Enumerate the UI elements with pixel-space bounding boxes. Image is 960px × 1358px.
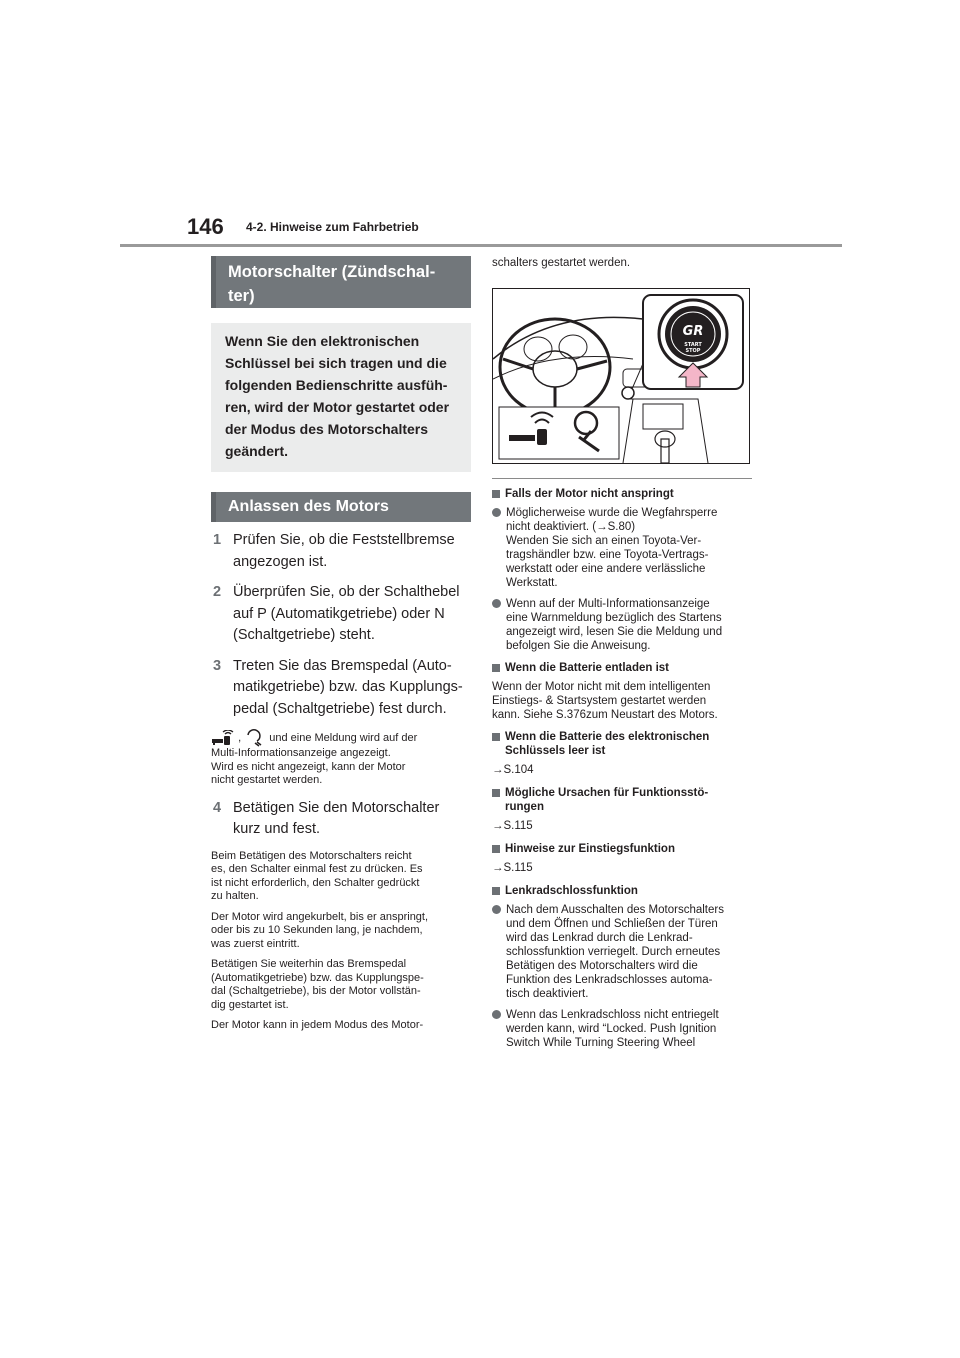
intro-line: folgenden Bedienschritte ausfüh- xyxy=(225,377,448,393)
bullet-line: angezeigt wird, lesen Sie die Meldung und xyxy=(506,626,723,638)
step-line: Prüfen Sie, ob die Feststellbremse xyxy=(233,532,455,548)
brake-indicator-icon xyxy=(244,729,266,747)
indicator-note xyxy=(211,729,471,788)
paragraph xyxy=(211,911,471,952)
step-number: 2 xyxy=(213,584,222,600)
step-line: auf P (Automatikgetriebe) oder N xyxy=(233,605,445,622)
square-marker-icon xyxy=(492,664,500,672)
paragraph-line: (Automatikgetriebe) bzw. das Kupplungspe- xyxy=(211,971,424,984)
bullet-dot-icon xyxy=(492,508,501,517)
square-marker-icon xyxy=(492,887,500,895)
paragraph-line: Wenn der Motor nicht mit dem intelligenten xyxy=(492,681,711,693)
step-2 xyxy=(211,582,471,647)
steps-list xyxy=(211,530,471,720)
start-button-figure xyxy=(492,288,750,464)
bullet-line: Nach dem Ausschalten des Motorschalters xyxy=(506,904,724,916)
page-reference-link[interactable]: →S.104 xyxy=(492,764,534,776)
paragraph xyxy=(211,958,471,1012)
heading-line: Motorschalter (Zündschal- xyxy=(228,263,436,281)
note-heading-text: Mögliche Ursachen für Funktionsstö- xyxy=(505,787,709,799)
bullet-line: Wenden Sie sich an einen Toyota-Ver- xyxy=(506,535,702,547)
bullet-item xyxy=(492,903,752,1001)
separator: , xyxy=(238,731,242,744)
step-3 xyxy=(211,656,471,721)
bullet-line: und dem Öffnen und Schließen der Türen xyxy=(506,918,718,930)
paragraph-line: Der Motor wird angekurbelt, bis er anspringt, xyxy=(211,910,429,923)
step-number: 4 xyxy=(213,799,222,816)
dashboard-illustration xyxy=(493,289,749,463)
step-line: kurz und fest. xyxy=(233,821,321,837)
bullet-dot-icon xyxy=(492,599,501,608)
continued-text: schalters gestartet werden. xyxy=(492,257,631,269)
intro-line: ren, wird der Motor gestartet oder xyxy=(225,399,450,415)
step-number: 3 xyxy=(213,657,222,674)
paragraph-line: dal (Schaltgetriebe), bis der Motor vollstän- xyxy=(211,985,421,997)
paragraph-line: oder bis zu 10 Sekunden lang, je nachdem, xyxy=(211,924,423,936)
note-heading xyxy=(492,487,752,501)
note-paragraph xyxy=(492,680,752,722)
bullet-line: Switch While Turning Steering Wheel xyxy=(506,1037,696,1049)
paragraph-line: zu halten. xyxy=(211,890,259,902)
bullet-dot-icon xyxy=(492,905,501,914)
bullet-line: eine Warnmeldung bezüglich des Startens xyxy=(506,612,722,624)
square-marker-icon xyxy=(492,733,500,741)
step-line: pedal (Schaltgetriebe) fest durch. xyxy=(233,700,447,717)
indicator-line: Wird es nicht angezeigt, kann der Motor xyxy=(211,760,406,773)
bullet-line: Betätigen des Motorschalters wird die xyxy=(506,960,698,972)
left-column xyxy=(211,256,471,1040)
paragraph-line: kann. Siehe S.376zum Neustart des Motors. xyxy=(492,709,718,721)
paragraph-line: Beim Betätigen des Motorschalters reicht xyxy=(211,849,412,862)
bullet-line: wird das Lenkrad durch die Lenkrad- xyxy=(506,932,693,944)
step-line: matikgetriebe) bzw. das Kupplungs- xyxy=(233,679,463,695)
bullet-line: werden kann, wird “Locked. Push Ignition xyxy=(506,1023,717,1035)
note-heading xyxy=(492,786,752,814)
intro-box xyxy=(211,323,471,472)
right-column xyxy=(492,256,752,1057)
square-marker-icon xyxy=(492,490,500,498)
paragraph xyxy=(211,850,471,904)
note-heading xyxy=(492,842,752,856)
section-title: 4-2. Hinweise zum Fahrbetrieb xyxy=(246,220,419,234)
step-line: Überprüfen Sie, ob der Schalthebel xyxy=(233,584,460,600)
page-number: 146 xyxy=(187,214,224,239)
square-marker-icon xyxy=(492,845,500,853)
bullet-line: befolgen Sie die Anweisung. xyxy=(506,640,651,652)
smart-key-indicator-icon xyxy=(211,730,235,746)
bullet-line: tisch deaktiviert. xyxy=(506,988,589,1000)
section-divider xyxy=(492,478,752,479)
indicator-text: und eine Meldung wird auf der xyxy=(269,731,418,744)
bullet-dot-icon xyxy=(492,1010,501,1019)
heading-line: ter) xyxy=(228,287,255,305)
note-heading xyxy=(492,661,752,675)
step-line: Betätigen Sie den Motorschalter xyxy=(233,799,440,816)
paragraph xyxy=(211,1019,471,1033)
note-heading xyxy=(492,884,752,898)
intro-line: Schlüssel bei sich tragen und die xyxy=(225,355,447,371)
step-number: 1 xyxy=(213,532,222,548)
page-reference-link[interactable]: →S.115 xyxy=(492,820,533,832)
paragraph-line: was zuerst eintritt. xyxy=(211,937,300,950)
square-marker-icon xyxy=(492,789,500,797)
paragraph-line: Einstiegs- & Startsystem gestartet werden xyxy=(492,695,707,707)
note-heading-text: Falls der Motor nicht anspringt xyxy=(505,488,674,500)
bullet-line: Werkstatt. xyxy=(506,577,558,589)
bullet-item xyxy=(492,1008,752,1050)
svg-text:GR: GR xyxy=(682,324,704,339)
indicator-line xyxy=(211,729,471,747)
heading-motorschalter xyxy=(211,256,471,308)
bullet-line: Wenn das Lenkradschloss nicht entriegelt xyxy=(506,1009,719,1021)
note-heading-text: Hinweise zur Einstiegsfunktion xyxy=(505,843,675,855)
paragraph-line: es, den Schalter einmal fest zu drücken. Es xyxy=(211,863,423,875)
page-reference-link[interactable]: →S.115 xyxy=(492,862,533,874)
step-line: (Schaltgetriebe) steht. xyxy=(233,627,375,643)
bullet-item xyxy=(492,597,752,653)
paragraph-line: dig gestartet ist. xyxy=(211,998,289,1011)
note-heading-text: Wenn die Batterie entladen ist xyxy=(505,662,670,674)
indicator-line: Multi-Informationsanzeige angezeigt. xyxy=(211,747,391,759)
step-line: angezogen ist. xyxy=(233,553,328,570)
bullet-line: nicht deaktiviert. (→S.80) xyxy=(506,521,636,533)
step-1 xyxy=(211,530,471,573)
paragraph-line: Der Motor kann in jedem Modus des Motor- xyxy=(211,1019,424,1031)
bullet-line: werkstatt oder eine andere verlässliche xyxy=(506,563,706,575)
bullet-line: tragshändler bzw. eine Toyota-Vertrags- xyxy=(506,549,709,561)
note-heading-text: Lenkradschlossfunktion xyxy=(505,885,638,897)
note-heading-text: Schlüssels leer ist xyxy=(505,745,606,757)
paragraph-line: Betätigen Sie weiterhin das Bremspedal xyxy=(211,958,407,970)
note-heading xyxy=(492,730,752,758)
start-label: START xyxy=(684,342,702,348)
intro-line: der Modus des Motorschalters xyxy=(225,421,429,437)
note-heading-text: Wenn die Batterie des elektronischen xyxy=(505,731,710,743)
paragraph-line: ist nicht erforderlich, den Schalter gedrückt xyxy=(211,876,420,889)
stop-label: STOP xyxy=(685,348,701,354)
intro-line: geändert. xyxy=(225,443,289,459)
bullet-line: Funktion des Lenkradschlosses automa- xyxy=(506,974,713,986)
bullet-item xyxy=(492,506,752,590)
header-divider xyxy=(120,244,842,247)
bullet-line: schlossfunktion verriegelt. Durch erneutes xyxy=(506,946,721,958)
step-line: Treten Sie das Bremspedal (Auto- xyxy=(233,657,452,674)
bullet-line: Wenn auf der Multi-Informationsanzeige xyxy=(506,598,710,610)
note-heading-text: rungen xyxy=(505,801,544,813)
step-4 xyxy=(211,798,471,841)
indicator-line: nicht gestartet werden. xyxy=(211,774,323,786)
heading-anlassen: Anlassen des Motors xyxy=(211,492,471,522)
intro-line: Wenn Sie den elektronischen xyxy=(225,333,420,349)
bullet-line: Möglicherweise wurde die Wegfahrsperre xyxy=(506,507,718,519)
